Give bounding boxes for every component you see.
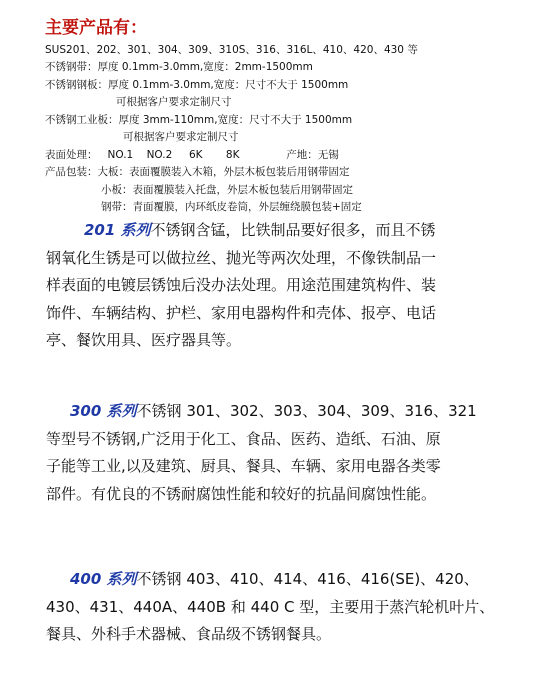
section-300-line-2: 等型号不锈钢,广泛用于化工、食品、医药、造纸、石油、原 xyxy=(46,429,441,448)
coil-spec-line: 不锈钢钢板：厚度 0.1mm-3.0mm,宽度：尺寸不大于 1500mm xyxy=(45,79,349,91)
section-201-line-5: 亭、餐饮用具、医疗器具等。 xyxy=(46,331,242,349)
plate-custom-note: 可根据客户要求定制尺寸 xyxy=(123,131,239,143)
strip-spec-line: 不锈钢带：厚度 0.1mm-3.0mm,宽度：2mm-1500mm xyxy=(45,61,313,73)
packaging-small-line: 小板：表面覆膜装入托盘，外层木板包装后用钢带固定 xyxy=(101,184,353,196)
section-201-line-1: 201 系列不锈钢含锰，比铁制品要好很多，而且不锈 xyxy=(84,221,436,239)
section-300-line-1: 300 系列不锈钢 301、302、303、304、309、316、321 xyxy=(70,402,477,420)
series-400-label: 400 系列 xyxy=(70,570,137,588)
series-300-label: 300 系列 xyxy=(70,402,137,420)
series-201-label: 201 系列 xyxy=(84,221,151,239)
packaging-large-line: 产品包装：大板：表面覆膜装入木箱，外层木板包装后用钢带固定 xyxy=(45,166,350,178)
section-201-line-3: 样表面的电镀层锈蚀后没办法处理。用途范围建筑构件、装 xyxy=(46,276,437,294)
page-title: 主要产品有： xyxy=(45,18,147,38)
section-300-line-3: 子能等工业,以及建筑、厨具、餐具、车辆、家用电器各类零 xyxy=(46,457,441,475)
section-300 xyxy=(46,398,496,508)
section-201-line-4: 饰件、车辆结构、护栏、家用电器构件和壳体、报亭、电话 xyxy=(46,303,437,322)
surface-origin-line: 表面处理： NO.1 NO.2 6K 8K 产地：无锡 xyxy=(45,149,339,161)
section-201 xyxy=(46,217,496,355)
packaging-strip-line: 钢带：青面覆膜，内环纸皮卷筒，外层缠绕膜包装+固定 xyxy=(101,201,362,213)
section-400-line-2: 430、431、440A、440B 和 440 C 型，主要用于蒸汽轮机叶片、 xyxy=(46,597,495,616)
section-400-line-3: 餐具、外科手术器械、食品级不锈钢餐具。 xyxy=(46,625,332,643)
grades-line: SUS201、202、301、304、309、310S、316、316L、410、420、430 等 xyxy=(45,44,418,56)
section-300-line-4: 部件。有优良的不锈耐腐蚀性能和较好的抗晶间腐蚀性能。 xyxy=(46,484,437,503)
section-201-line-2: 钢氧化生锈是可以做拉丝、抛光等两次处理，不像铁制品一 xyxy=(46,248,437,267)
coil-custom-note: 可根据客户要求定制尺寸 xyxy=(116,96,232,108)
plate-spec-line: 不锈钢工业板：厚度 3mm-110mm,宽度：尺寸不大于 1500mm xyxy=(45,114,353,126)
section-400-line-1: 400 系列不锈钢 403、410、414、416、416(SE)、420、 xyxy=(70,570,479,588)
section-400 xyxy=(46,566,496,649)
